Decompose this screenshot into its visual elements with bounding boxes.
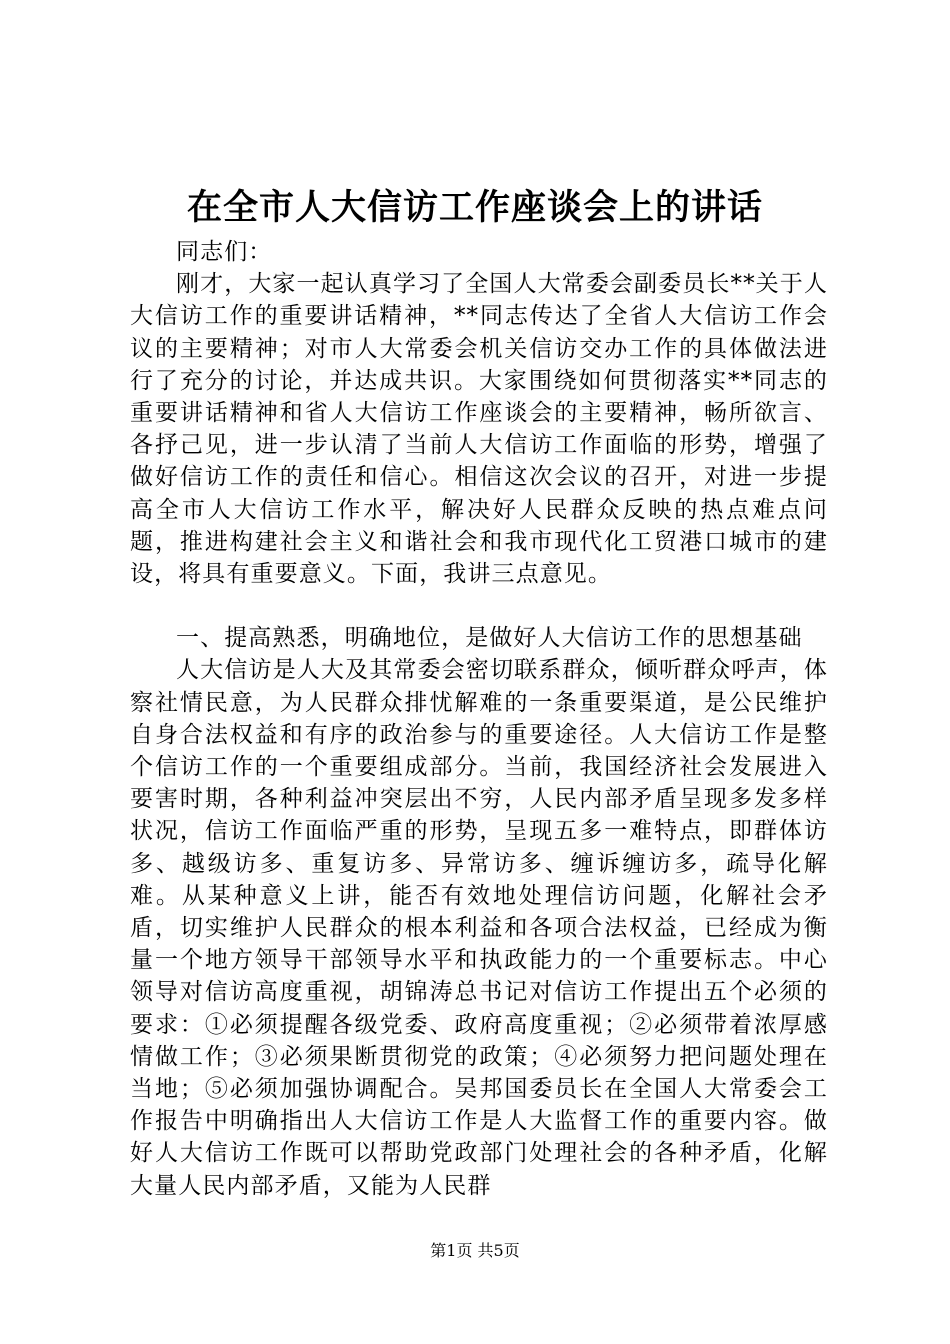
salutation: 同志们： bbox=[176, 239, 273, 265]
section-heading-1: 一、提高熟悉，明确地位，是做好人大信访工作的思想基础 bbox=[176, 625, 803, 652]
paragraph-intro: 刚才，大家一起认真学习了全国人大常委会副委员长**关于人大信访工作的重要讲话精神，**同志传达了全省人大信访工作会议的主要精神；对市人大常委会机关信访交办工作的具体做法进行了充分的讨论，并达成共识。大家围绕如何贯彻落实**同志的重要讲话精神和省人大信访工作座谈会的主要精神，畅所欲言、各抒己见，进一步认清了当前人大信访工作面临的形势，增强了做好信访工作的责任和信心。相信这次会议的召开，对进一步提高全市人大信访工作水平，解决好人民群众反映的热点难点问题，推进构建社会主义和谐社会和我市现代化工贸港口城市的建设，将具有重要意义。下面，我讲三点意见。 bbox=[130, 271, 828, 588]
document-body bbox=[130, 236, 828, 1202]
paragraph-section-1: 人大信访是人大及其常委会密切联系群众，倾听群众呼声，体察社情民意，为人民群众排忧解难的一条重要渠道，是公民维护自身合法权益和有序的政治参与的重要途径。人大信访工作是整个信访工作的一个重要组成部分。当前，我国经济社会发展进入要害时期，各种利益冲突层出不穷，人民内部矛盾呈现多发多样状况，信访工作面临严重的形势，呈现五多一难特点，即群体访多、越级访多、重复访多、异常访多、缠诉缠访多，疏导化解难。从某种意义上讲，能否有效地处理信访问题，化解社会矛盾，切实维护人民群众的根本利益和各项合法权益，已经成为衡量一个地方领导干部领导水平和执政能力的一个重要标志。中心领导对信访高度重视，胡锦涛总书记对信访工作提出五个必须的要求：①必须提醒各级党委、政府高度重视；②必须带着浓厚感情做工作；③必须果断贯彻党的政策；④必须努力把问题处理在当地；⑤必须加强协调配合。吴邦国委员长在全国人大常委会工作报告中明确指出人大信访工作是人大监督工作的重要内容。做好人大信访工作既可以帮助党政部门处理社会的各种矛盾，化解大量人民内部矛盾，又能为人民群 bbox=[130, 657, 828, 1199]
paragraph-spacer bbox=[130, 590, 828, 622]
document-title: 在全市人大信访工作座谈会上的讲话 bbox=[186, 187, 763, 228]
page-footer: 第1页 共5页 bbox=[430, 1241, 520, 1260]
